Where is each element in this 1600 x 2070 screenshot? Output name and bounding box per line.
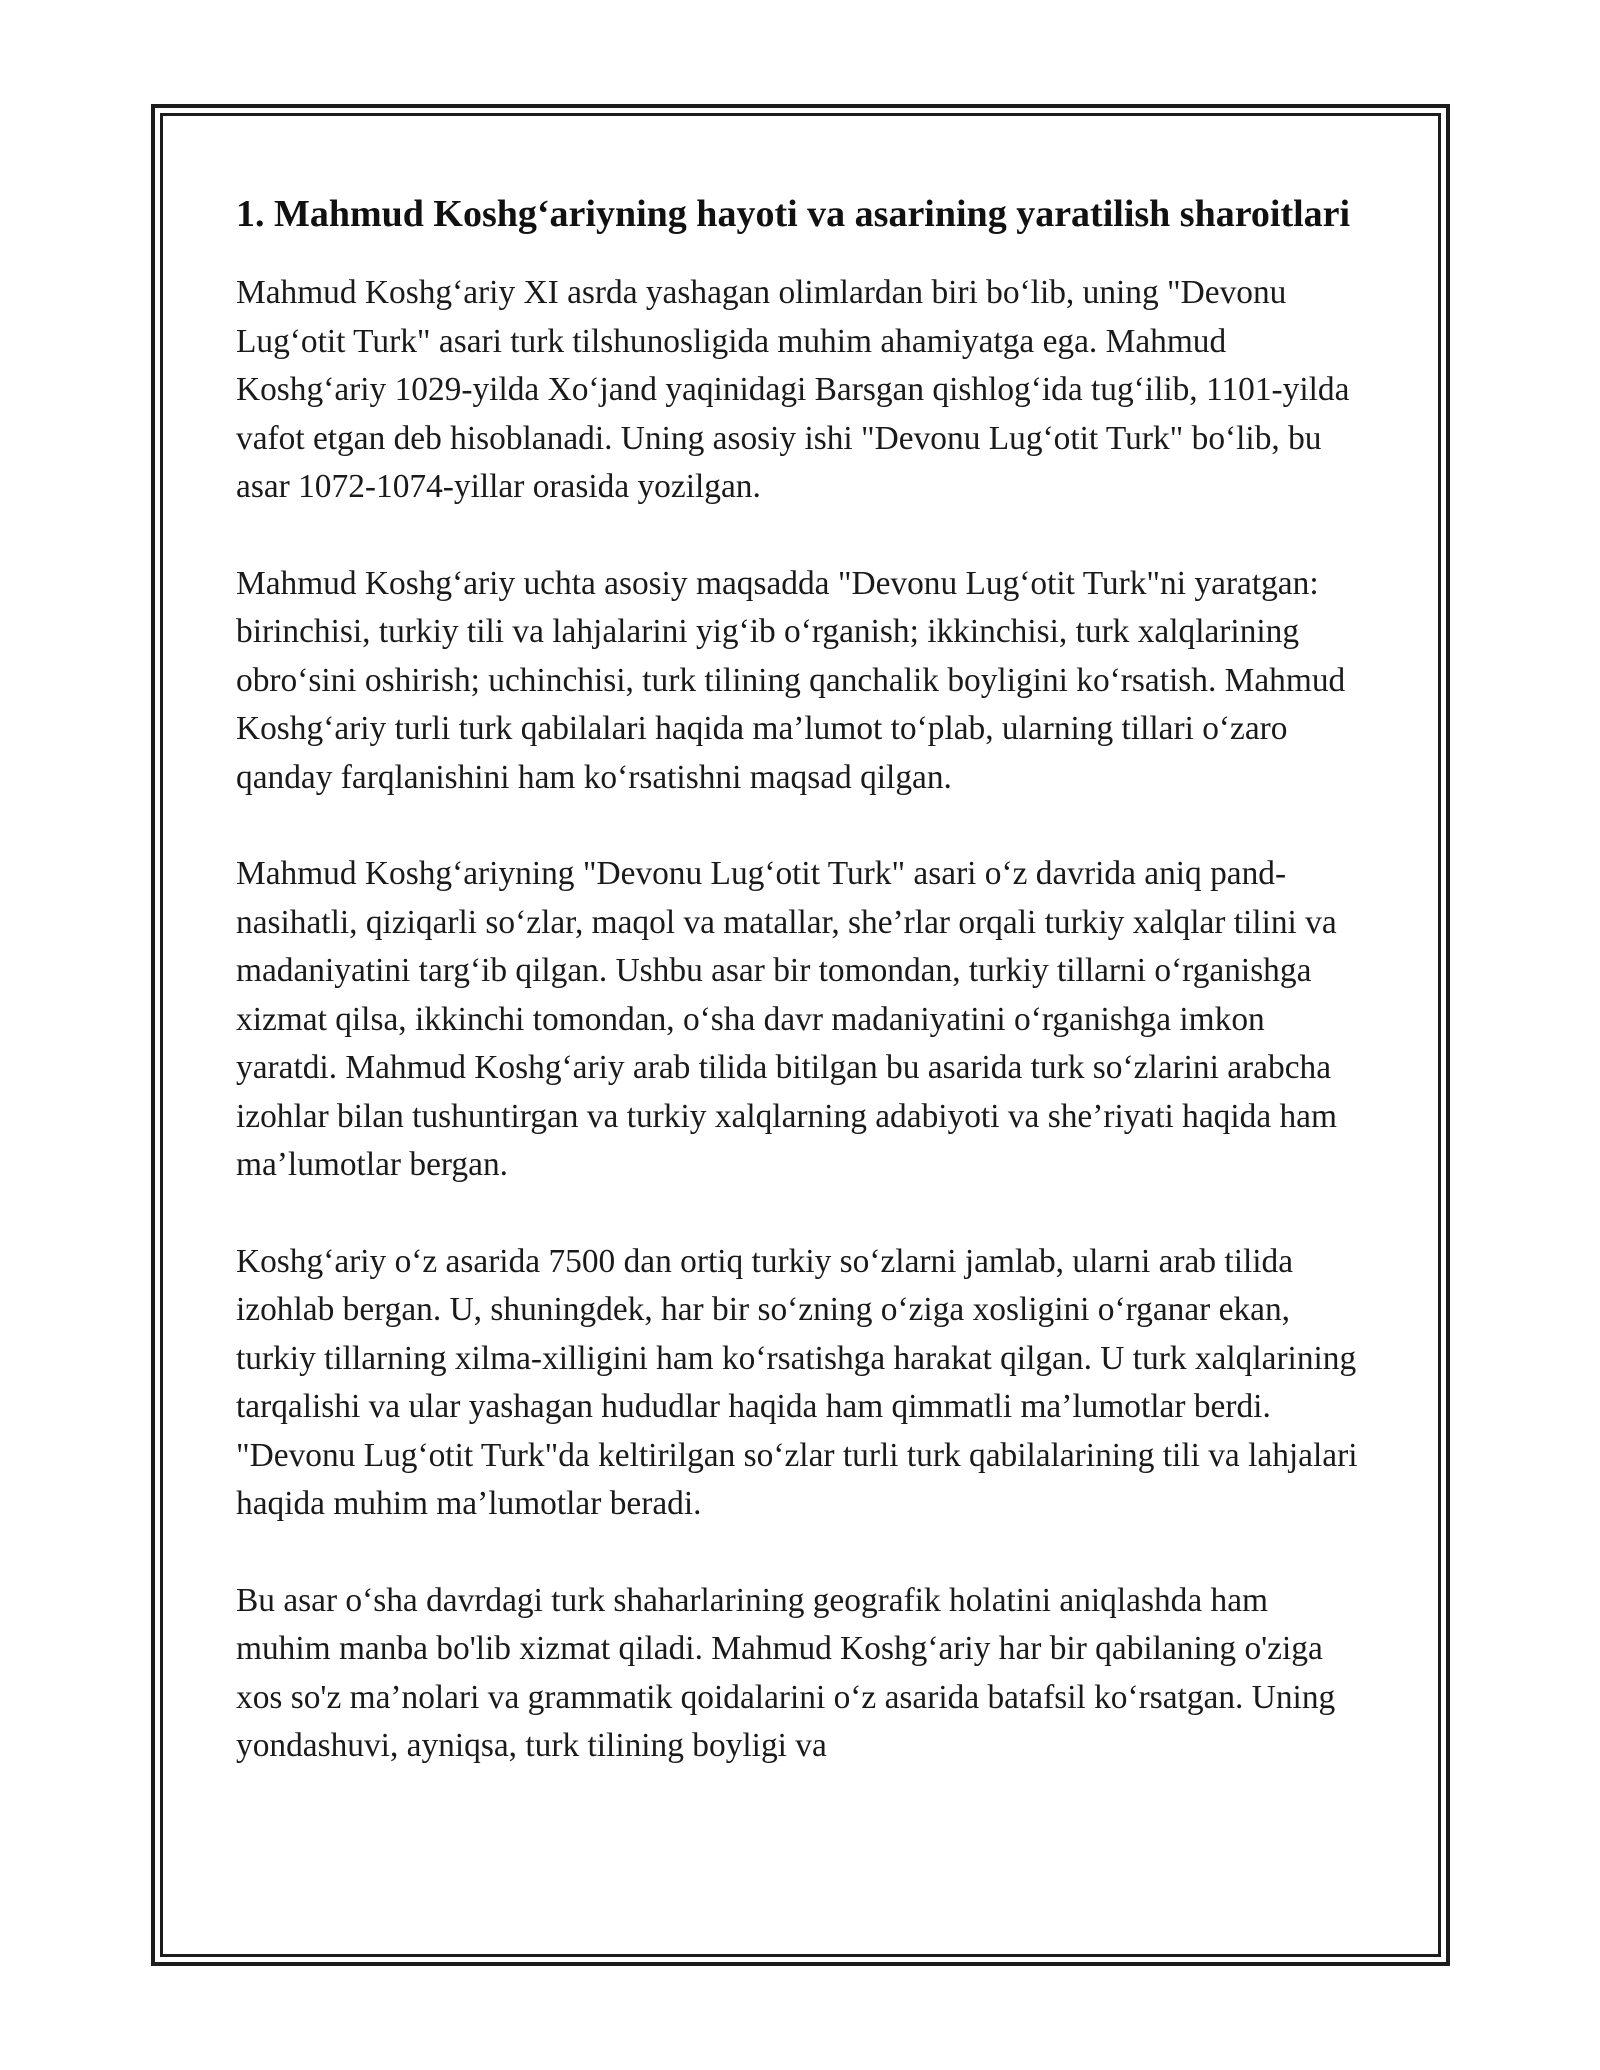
document-body — [236, 186, 1366, 1819]
paragraph-1: Mahmud Koshg‘ariy XI asrda yashagan olimlardan biri bo‘lib, uning "Devonu Lug‘otit Turk" asari turk tilshunosligida muhim ahamiyatga ega. Mahmud Koshg‘ariy 1029-yilda Xo‘jand yaqinidagi Barsgan qishlog‘ida tug‘ilib, 1101-yilda vafot etgan deb hisoblanadi. Uning asosiy ishi "Devonu Lug‘otit Turk" bo‘lib, bu asar 1072-1074-yillar orasida yozilgan. — [236, 274, 1350, 505]
paragraph-5: Bu asar o‘sha davrdagi turk shaharlarining geografik holatini aniqlashda ham muhim manba bo'lib xizmat qiladi. Mahmud Koshg‘ariy har bir qabilaning o'ziga xos so'z ma’nolari va grammatik qoidalarini o‘z asarida batafsil ko‘rsatgan. Uning yondashuvi, ayniqsa, turk tilining boyligi va — [236, 1581, 1336, 1764]
paragraph-4: Koshg‘ariy o‘z asarida 7500 dan ortiq turkiy so‘zlarni jamlab, ularni arab tilida izohlab bergan. U, shuningdek, har bir so‘zning o‘ziga xosligini o‘rganar ekan, turkiy tillarning xilma-xilligini ham ko‘rsatishga harakat qilgan. U turk xalqlarining tarqalishi va ular yashagan hududlar haqida ham qimmatli ma’lumotlar berdi. "Devonu Lug‘otit Turk"da keltirilgan so‘zlar turli turk qabilalarining tili va lahjalari haqida muhim ma’lumotlar beradi. — [236, 1242, 1358, 1522]
paragraph-2: Mahmud Koshg‘ariy uchta asosiy maqsadda "Devonu Lug‘otit Turk"ni yaratgan: birinchisi, turkiy tili va lahjalarini yig‘ib o‘rganish; ikkinchisi, turk xalqlarining obro‘sini oshirish; uchinchisi, turk tilining qanchalik boyligini ko‘rsatish. Mahmud Koshg‘ariy turli turk qabilalari haqida ma’lumot to‘plab, ularning tillari o‘zaro qanday farqlanishini ham ko‘rsatishni maqsad qilgan. — [236, 564, 1346, 796]
section-title: 1. Mahmud Koshg‘ariyning hayoti va asarining yaratilish sharoitlari — [236, 193, 1351, 235]
paragraph-3: Mahmud Koshg‘ariyning "Devonu Lug‘otit Turk" asari o‘z davrida aniq pand-nasihatli, qiziqarli so‘zlar, maqol va matallar, she’rlar orqali turkiy xalqlar tilini va madaniyatini targ‘ib qilgan. Ushbu asar bir tomondan, turkiy tillarni o‘rganishga xizmat qilsa, ikkinchi tomondan, o‘sha davr madaniyatini o‘rganishga imkon yaratdi. Mahmud Koshg‘ariy arab tilida bitilgan bu asarida turk so‘zlarini arabcha izohlar bilan tushuntirgan va turkiy xalqlarning adabiyoti va she’riyati haqida ham ma’lumotlar bergan. — [236, 855, 1337, 1183]
